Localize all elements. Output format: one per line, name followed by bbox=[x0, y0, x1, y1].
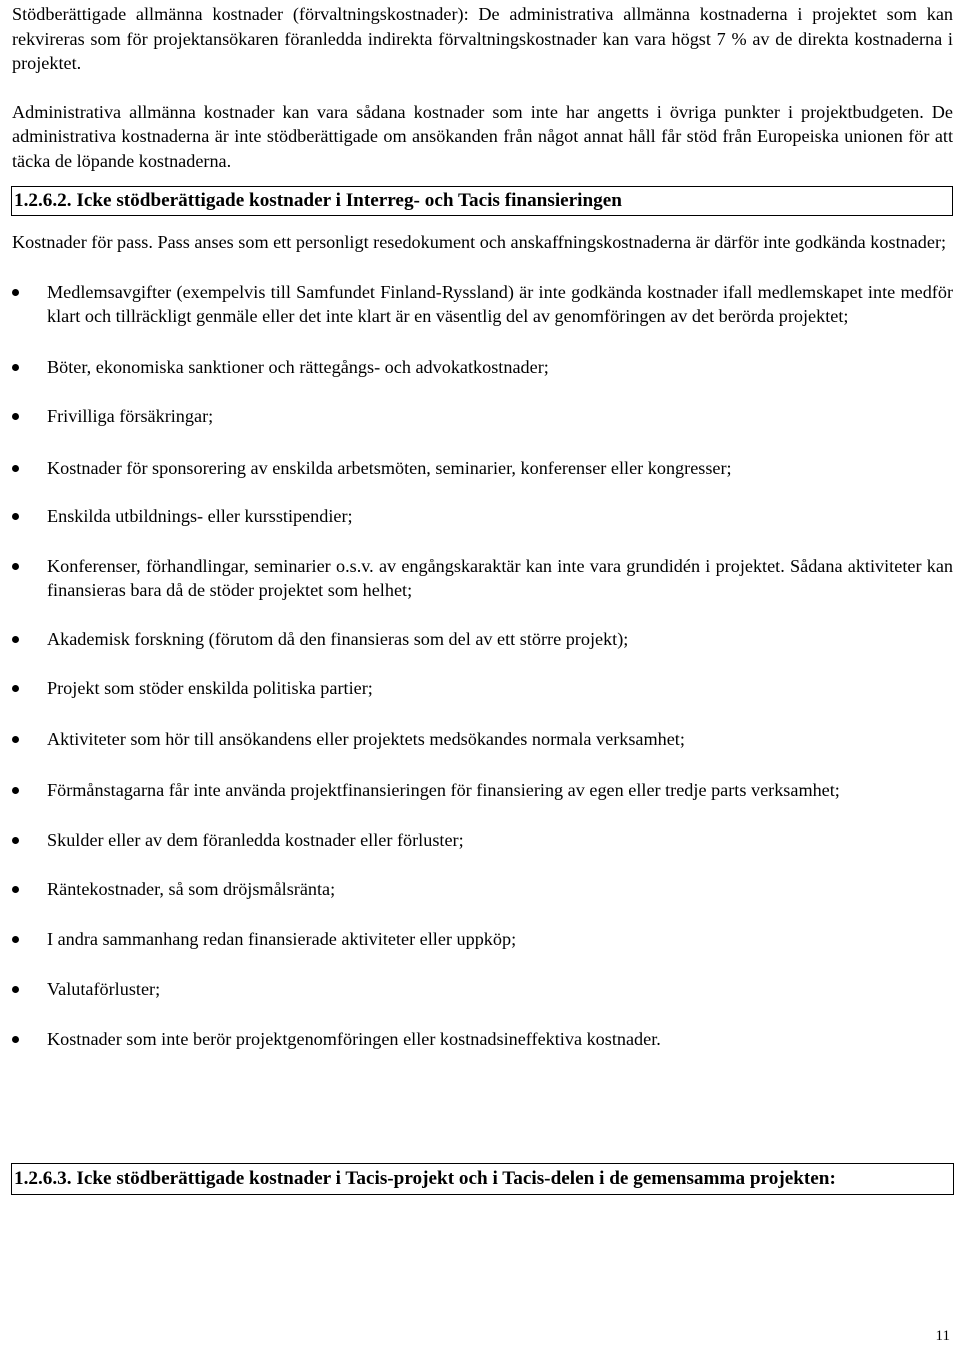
bullet-icon bbox=[12, 1036, 19, 1043]
list-item-text: Enskilda utbildnings- eller kursstipendier; bbox=[47, 506, 353, 526]
list-item bbox=[12, 404, 953, 429]
bullet-icon bbox=[12, 837, 19, 844]
bullet-icon bbox=[12, 513, 19, 520]
bullet-icon bbox=[12, 886, 19, 893]
paragraph-admin-costs: Administrativa allmänna kostnader kan vara sådana kostnader som inte har angetts i övriga punkter i projektbudgeten. De administrativa kostnaderna är inte stödberättigade om ansökanden från något annat håll får stöd från Europeiska unionen för att täcka de löpande kostnaderna. bbox=[12, 101, 953, 171]
list-item-text: Medlemsavgifter (exempelvis till Samfundet Finland-Ryssland) är inte godkända kostnader ifall medlemskapet inte medför klart och tillräckligt genmäle eller det inte klart är en väsentlig del av genomföringen av det berörda projektet; bbox=[47, 281, 953, 326]
list-item-text: Akademisk forskning (förutom då den finansieras som del av ett större projekt); bbox=[47, 628, 629, 649]
list-item-text: Konferenser, förhandlingar, seminarier o.s.v. av engångskaraktär kan inte vara grundidén i projektet. Sådana aktiviteter kan finansieras bara då de stöder projektet som helhet; bbox=[47, 555, 953, 600]
list-item bbox=[12, 504, 953, 529]
bullet-icon bbox=[12, 936, 19, 943]
bullet-icon bbox=[12, 636, 19, 643]
paragraph-indirect-costs: Stödberättigade allmänna kostnader (förvaltningskostnader): De administrativa allmänna kostnaderna i projektet som kan rekvireras som för projektansökaren föranledda indirekta förvaltningskostnader kan vara högst 7 % av de direkta kostnaderna i projektet. bbox=[12, 4, 953, 73]
list-item-text: Valutaförluster; bbox=[47, 979, 161, 999]
list-item-text: Kostnader som inte berör projektgenomföringen eller kostnadsineffektiva kostnader. bbox=[47, 1028, 661, 1049]
list-item-text: Frivilliga försäkringar; bbox=[47, 406, 214, 426]
list-item bbox=[12, 355, 953, 380]
ineligible-costs-list bbox=[12, 280, 953, 1052]
section-heading-1-2-6-3: 1.2.6.3. Icke stödberättigade kostnader i Tacis-projekt och i Tacis-delen i de gemensamma projekten: bbox=[11, 1163, 954, 1195]
bullet-icon bbox=[12, 986, 19, 993]
bullet-icon bbox=[12, 413, 19, 420]
list-item bbox=[12, 828, 953, 853]
bullet-icon bbox=[12, 289, 19, 296]
list-item-text: Räntekostnader, så som dröjsmålsränta; bbox=[47, 879, 336, 899]
list-item-text: Skulder eller av dem föranledda kostnader eller förluster; bbox=[47, 829, 464, 850]
list-item bbox=[12, 676, 953, 701]
page-number: 11 bbox=[935, 1328, 950, 1344]
list-item-text: Kostnader för sponsorering av enskilda arbetsmöten, seminarier, konferenser eller kongresser; bbox=[47, 457, 732, 478]
paragraph-pass-costs: Kostnader för pass. Pass anses som ett personligt resedokument och anskaffningskostnaderna är därför inte godkända kostnader; bbox=[12, 232, 947, 252]
list-item bbox=[12, 727, 953, 752]
bullet-icon bbox=[12, 563, 19, 570]
list-item bbox=[12, 554, 953, 603]
bullet-icon bbox=[12, 364, 19, 371]
bullet-icon bbox=[12, 787, 19, 794]
list-item bbox=[12, 627, 953, 652]
list-item bbox=[12, 977, 953, 1002]
list-item bbox=[12, 778, 953, 803]
list-item-text: Aktiviteter som hör till ansökandens eller projektets medsökandes normala verksamhet; bbox=[47, 728, 685, 749]
list-item bbox=[12, 456, 953, 481]
list-item-text: Projekt som stöder enskilda politiska partier; bbox=[47, 678, 373, 698]
bullet-icon bbox=[12, 685, 19, 692]
list-item bbox=[12, 927, 953, 952]
list-item bbox=[12, 1027, 953, 1052]
list-item bbox=[12, 280, 953, 329]
list-item bbox=[12, 877, 953, 902]
document-page bbox=[12, 0, 953, 1189]
section-heading-1-2-6-2: 1.2.6.2. Icke stödberättigade kostnader i Interreg- och Tacis finansieringen bbox=[11, 186, 953, 216]
list-item-text: Böter, ekonomiska sanktioner och rättegångs- och advokatkostnader; bbox=[47, 356, 549, 377]
list-item-text: Förmånstagarna får inte använda projektfinansieringen för finansiering av egen eller tredje parts verksamhet; bbox=[47, 780, 840, 800]
bullet-icon bbox=[12, 465, 19, 472]
list-item-text: I andra sammanhang redan finansierade aktiviteter eller uppköp; bbox=[47, 928, 517, 949]
bullet-icon bbox=[12, 736, 19, 743]
